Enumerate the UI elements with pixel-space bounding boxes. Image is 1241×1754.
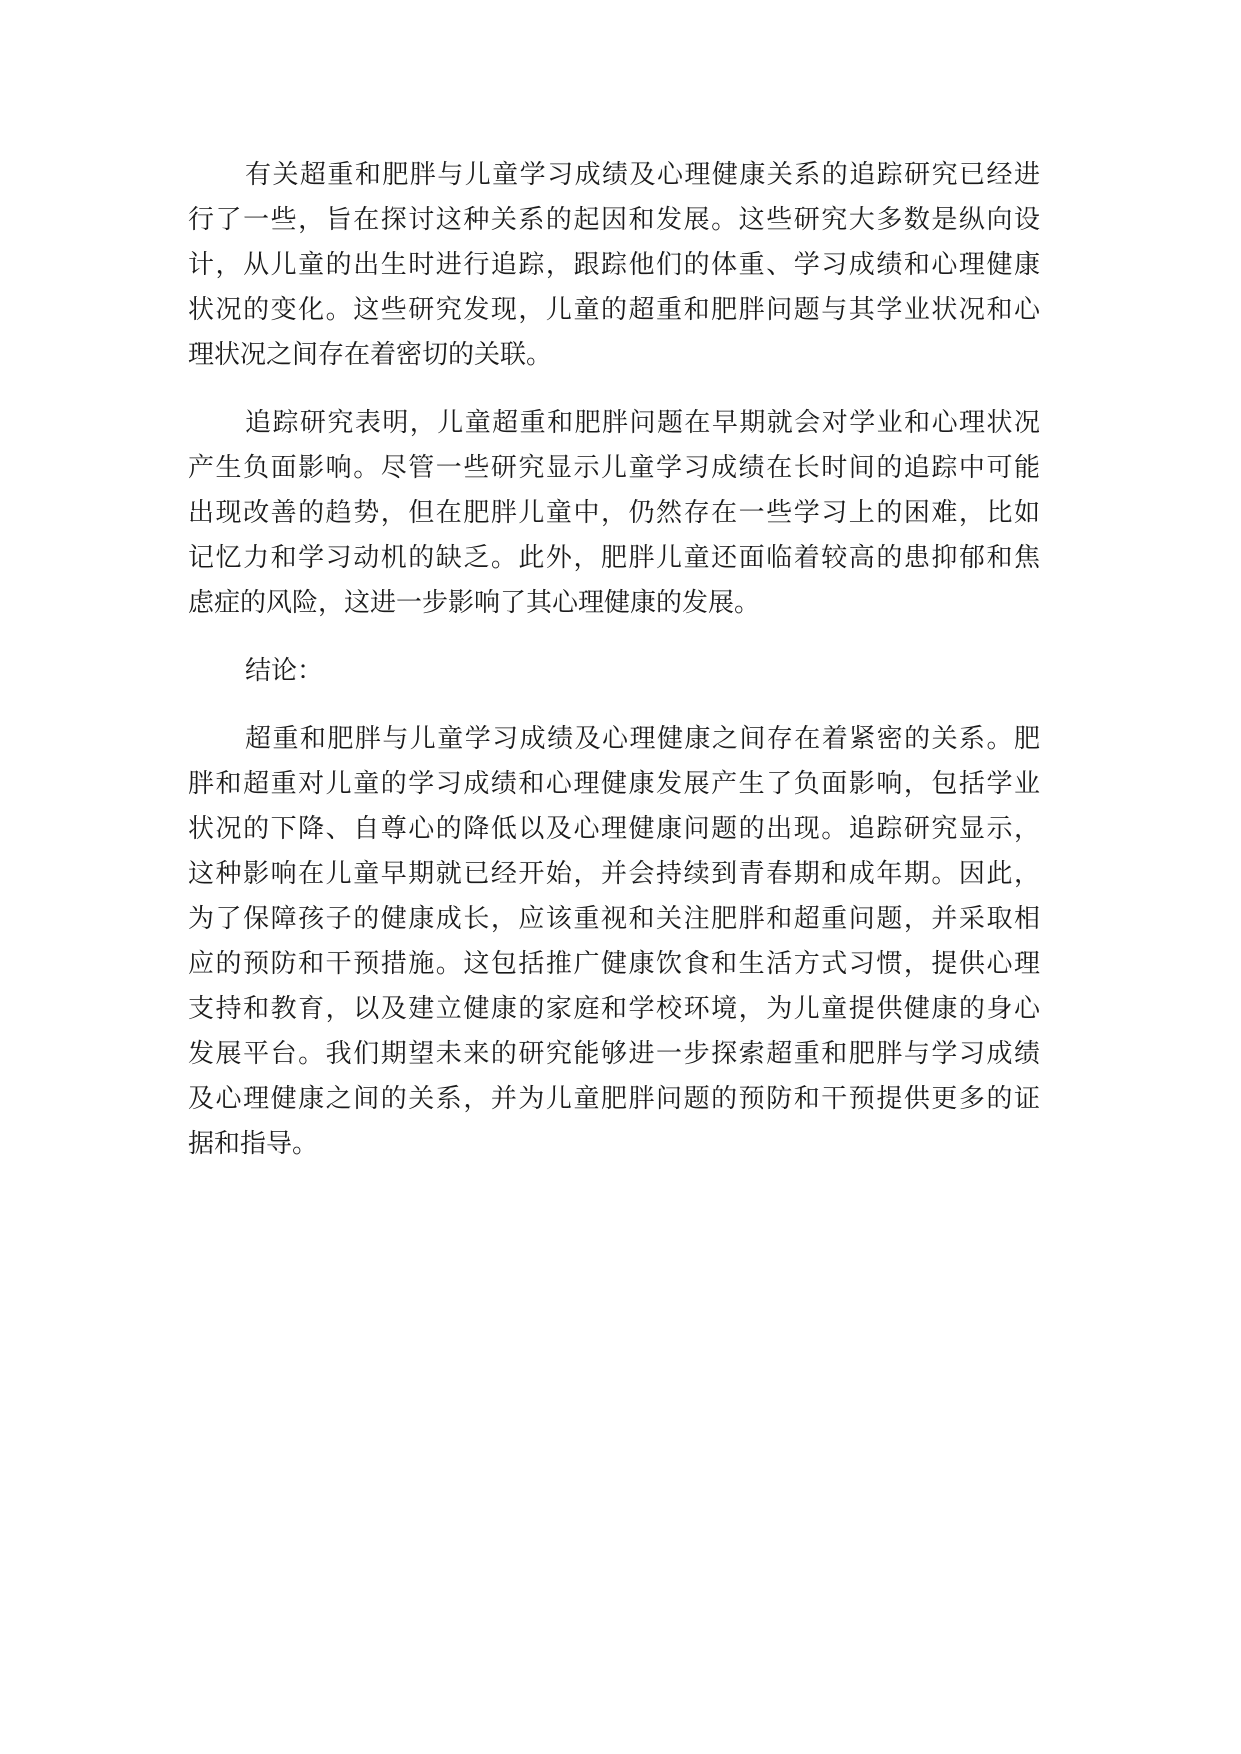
text-line: 及心理健康之间的关系，并为儿童肥胖问题的预防和干预提供更多的证 <box>188 1084 1040 1114</box>
document-page <box>188 153 1040 1190</box>
paragraph <box>188 153 1040 378</box>
text-line: 行了一些，旨在探讨这种关系的起因和发展。这些研究大多数是纵向设 <box>188 205 1040 235</box>
conclusion-heading <box>188 649 1040 694</box>
text-line: 有关超重和肥胖与儿童学习成绩及心理健康关系的追踪研究已经进 <box>245 160 1040 190</box>
text-line: 出现改善的趋势，但在肥胖儿童中，仍然存在一些学习上的困难，比如 <box>188 498 1040 528</box>
text-line: 超重和肥胖与儿童学习成绩及心理健康之间存在着紧密的关系。肥 <box>245 724 1040 754</box>
text-line: 支持和教育，以及建立健康的家庭和学校环境，为儿童提供健康的身心 <box>188 994 1040 1024</box>
text-line: 据和指导。 <box>188 1129 319 1159</box>
text-line: 为了保障孩子的健康成长，应该重视和关注肥胖和超重问题，并采取相 <box>188 904 1040 934</box>
text-line: 胖和超重对儿童的学习成绩和心理健康发展产生了负面影响，包括学业 <box>188 769 1040 799</box>
text-line: 理状况之间存在着密切的关联。 <box>188 340 553 370</box>
text-line: 应的预防和干预措施。这包括推广健康饮食和生活方式习惯，提供心理 <box>188 949 1040 979</box>
paragraph <box>188 401 1040 626</box>
text-line: 这种影响在儿童早期就已经开始，并会持续到青春期和成年期。因此， <box>188 859 1040 889</box>
text-line: 追踪研究表明，儿童超重和肥胖问题在早期就会对学业和心理状况 <box>245 408 1040 438</box>
text-line: 记忆力和学习动机的缺乏。此外，肥胖儿童还面临着较高的患抑郁和焦 <box>188 543 1040 573</box>
paragraph <box>188 717 1040 1167</box>
text-line: 虑症的风险，这进一步影响了其心理健康的发展。 <box>188 588 761 618</box>
text-line: 状况的下降、自尊心的降低以及心理健康问题的出现。追踪研究显示， <box>188 814 1040 844</box>
text-line: 产生负面影响。尽管一些研究显示儿童学习成绩在长时间的追踪中可能 <box>188 453 1040 483</box>
text-line: 计，从儿童的出生时进行追踪，跟踪他们的体重、学习成绩和心理健康 <box>188 250 1040 280</box>
text-line: 结论： <box>245 656 324 686</box>
text-line: 状况的变化。这些研究发现，儿童的超重和肥胖问题与其学业状况和心 <box>188 295 1040 325</box>
text-line: 发展平台。我们期望未来的研究能够进一步探索超重和肥胖与学习成绩 <box>188 1039 1040 1069</box>
